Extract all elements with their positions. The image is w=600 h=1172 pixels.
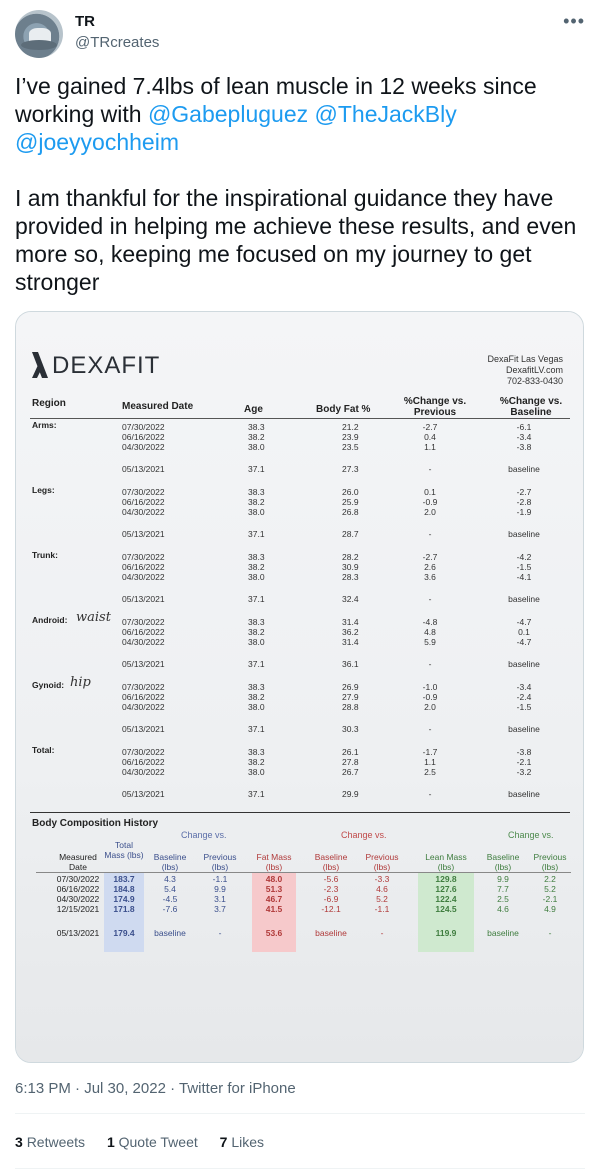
bch-cell: 129.8 xyxy=(435,874,457,884)
region-cell: 38.2 xyxy=(248,627,265,637)
region-cell: 1.1 xyxy=(424,442,436,452)
bch-cell: 9.9 xyxy=(214,884,226,894)
region-cell: 37.1 xyxy=(248,594,265,604)
region-label: Arms: xyxy=(32,420,57,430)
bch-column-header: Total Mass (lbs) xyxy=(104,840,144,860)
bch-column-header: Previous (lbs) xyxy=(365,852,399,872)
region-cell: 4.8 xyxy=(424,627,436,637)
bch-cell: 04/30/2022 xyxy=(56,894,100,904)
region-cell: 38.2 xyxy=(248,692,265,702)
bch-column-header: Lean Mass (lbs) xyxy=(425,852,467,872)
region-cell: - xyxy=(428,529,432,539)
bch-cell: -5.6 xyxy=(323,874,339,884)
bch-cell: 46.7 xyxy=(265,894,283,904)
region-cell: -2.7 xyxy=(422,552,438,562)
region-cell: 31.4 xyxy=(342,637,359,647)
region-cell: 28.2 xyxy=(342,552,359,562)
bch-cell: -2.3 xyxy=(323,884,339,894)
mention-gabepluguez[interactable]: @Gabepluguez xyxy=(147,101,309,127)
bch-cell: 2.5 xyxy=(497,894,509,904)
bch-cell: 4.6 xyxy=(376,884,388,894)
bch-cell: 2.2 xyxy=(544,874,556,884)
bch-cell: -7.6 xyxy=(162,904,178,914)
bch-cell: 171.8 xyxy=(113,904,135,914)
region-cell: 0.1 xyxy=(424,487,436,497)
region-cell: 05/13/2021 xyxy=(122,724,165,734)
region-label: Total: xyxy=(32,745,55,755)
likes-count[interactable]: 7 Likes xyxy=(219,1134,265,1150)
tweet-header xyxy=(15,10,585,58)
region-cell: baseline xyxy=(508,594,540,604)
region-cell: 07/30/2022 xyxy=(122,552,165,562)
quote-tweets-count[interactable]: 1 Quote Tweet xyxy=(106,1134,198,1150)
region-cell: 06/16/2022 xyxy=(122,627,165,637)
bch-cell: 06/16/2022 xyxy=(56,884,100,894)
header-body-fat: Body Fat % xyxy=(316,404,371,415)
bch-cell: 124.5 xyxy=(435,904,457,914)
mention-thejackbly[interactable]: @TheJackBly xyxy=(314,101,457,127)
region-cell: 27.8 xyxy=(342,757,359,767)
region-cell: -0.9 xyxy=(422,692,438,702)
avatar[interactable] xyxy=(15,10,63,58)
region-cell: 28.8 xyxy=(342,702,359,712)
group-change-fat: Change vs. xyxy=(341,830,387,840)
header-rule xyxy=(30,418,570,419)
tweet-line-1: I’ve gained 7.4lbs of lean muscle in 12 weeks since working with xyxy=(15,73,537,127)
bch-cell: 183.7 xyxy=(113,874,135,884)
handwritten-note: hip xyxy=(70,675,91,690)
header-age: Age xyxy=(244,404,263,415)
mention-joeyyochheim[interactable]: @joeyyochheim xyxy=(15,129,179,155)
bch-cell: - xyxy=(548,928,552,938)
table-bottom-rule xyxy=(30,812,570,813)
bch-cell: 3.7 xyxy=(214,904,226,914)
region-cell: -2.7 xyxy=(516,487,532,497)
region-cell: 26.8 xyxy=(342,507,359,517)
region-cell: baseline xyxy=(508,724,540,734)
bch-cell: 119.9 xyxy=(435,928,457,938)
region-cell: -3.2 xyxy=(516,767,532,777)
region-cell: 26.0 xyxy=(342,487,359,497)
bch-cell: baseline xyxy=(154,928,186,938)
bch-cell: -4.5 xyxy=(162,894,178,904)
divider xyxy=(15,1168,585,1169)
region-cell: baseline xyxy=(508,659,540,669)
group-change-lean: Change vs. xyxy=(508,830,554,840)
region-cell: -3.4 xyxy=(516,682,532,692)
region-cell: 38.0 xyxy=(248,572,265,582)
bch-cell: 4.3 xyxy=(164,874,176,884)
display-name[interactable]: TR xyxy=(75,13,95,30)
region-cell: 06/16/2022 xyxy=(122,562,165,572)
region-cell: 04/30/2022 xyxy=(122,702,165,712)
header-change-previous: %Change vs. Previous xyxy=(403,396,467,418)
tweet-timestamp[interactable]: 6:13 PM · Jul 30, 2022 · Twitter for iPhone xyxy=(15,1080,296,1097)
region-cell: -4.7 xyxy=(516,617,532,627)
region-label: Legs: xyxy=(32,485,55,495)
region-cell: -1.0 xyxy=(422,682,438,692)
region-cell: 23.5 xyxy=(342,442,359,452)
region-cell: 2.0 xyxy=(424,507,436,517)
region-cell: 05/13/2021 xyxy=(122,594,165,604)
region-cell: 38.2 xyxy=(248,757,265,767)
region-cell: 38.0 xyxy=(248,767,265,777)
region-cell: 06/16/2022 xyxy=(122,757,165,767)
region-cell: -2.4 xyxy=(516,692,532,702)
region-cell: -0.9 xyxy=(422,497,438,507)
region-cell: 05/13/2021 xyxy=(122,529,165,539)
retweets-count[interactable]: 3 Retweets xyxy=(15,1134,86,1150)
region-cell: 38.0 xyxy=(248,637,265,647)
bch-cell: -3.3 xyxy=(374,874,390,884)
region-cell: -2.1 xyxy=(516,757,532,767)
region-cell: 26.1 xyxy=(342,747,359,757)
region-cell: 23.9 xyxy=(342,432,359,442)
region-cell: 36.2 xyxy=(342,627,359,637)
bch-cell: 07/30/2022 xyxy=(56,874,100,884)
region-cell: -4.2 xyxy=(516,552,532,562)
region-cell: 30.3 xyxy=(342,724,359,734)
bch-column-header: Baseline (lbs) xyxy=(153,852,187,872)
bch-cell: - xyxy=(380,928,384,938)
more-options-icon[interactable]: ••• xyxy=(563,11,585,31)
bch-cell: 05/13/2021 xyxy=(56,928,100,938)
bch-column-header: Fat Mass (lbs) xyxy=(256,852,292,872)
region-cell: - xyxy=(428,594,432,604)
bch-column-header: Baseline (lbs) xyxy=(486,852,520,872)
region-cell: -3.8 xyxy=(516,442,532,452)
region-cell: 27.9 xyxy=(342,692,359,702)
region-cell: 30.9 xyxy=(342,562,359,572)
bch-cell: 51.3 xyxy=(265,884,283,894)
region-cell: 07/30/2022 xyxy=(122,617,165,627)
divider xyxy=(15,1113,585,1114)
region-cell: 38.0 xyxy=(248,702,265,712)
bch-header-rule xyxy=(36,872,571,873)
region-cell: 38.3 xyxy=(248,682,265,692)
bch-cell: 4.9 xyxy=(544,904,556,914)
region-cell: 0.4 xyxy=(424,432,436,442)
bch-cell: -6.9 xyxy=(323,894,339,904)
handwritten-note: waist xyxy=(76,610,111,625)
region-cell: 0.1 xyxy=(518,627,530,637)
region-cell: - xyxy=(428,789,432,799)
user-handle[interactable]: @TRcreates xyxy=(75,34,160,51)
region-cell: 31.4 xyxy=(342,617,359,627)
bch-cell: 5.4 xyxy=(164,884,176,894)
region-cell: - xyxy=(428,464,432,474)
header-region: Region xyxy=(32,398,66,409)
clinic-contact: DexaFit Las Vegas DexafitLV.com 702-833-0430 xyxy=(487,354,563,386)
bch-cell: 5.2 xyxy=(376,894,388,904)
region-cell: 05/13/2021 xyxy=(122,789,165,799)
bch-cell: 122.4 xyxy=(435,894,457,904)
bch-title: Body Composition History xyxy=(32,818,159,829)
region-cell: 38.3 xyxy=(248,422,265,432)
region-cell: 38.0 xyxy=(248,442,265,452)
bch-cell: - xyxy=(218,928,222,938)
bch-column-header: Previous (lbs) xyxy=(203,852,237,872)
region-label: Gynoid: xyxy=(32,680,65,690)
region-cell: -1.7 xyxy=(422,747,438,757)
region-cell: 04/30/2022 xyxy=(122,572,165,582)
region-cell: 32.4 xyxy=(342,594,359,604)
bch-cell: -12.1 xyxy=(321,904,341,914)
bch-cell: 7.7 xyxy=(497,884,509,894)
bch-cell: -1.1 xyxy=(212,874,228,884)
region-cell: 38.3 xyxy=(248,747,265,757)
region-cell: baseline xyxy=(508,529,540,539)
bch-cell: 127.6 xyxy=(435,884,457,894)
region-cell: 38.0 xyxy=(248,507,265,517)
bch-cell: 9.9 xyxy=(497,874,509,884)
dexafit-report xyxy=(16,312,583,1062)
region-cell: 06/16/2022 xyxy=(122,692,165,702)
region-cell: 37.1 xyxy=(248,659,265,669)
region-cell: 38.2 xyxy=(248,562,265,572)
region-cell: 38.2 xyxy=(248,497,265,507)
bch-cell: 184.8 xyxy=(113,884,135,894)
header-change-baseline: %Change vs. Baseline xyxy=(499,396,563,418)
region-cell: 28.7 xyxy=(342,529,359,539)
region-cell: 05/13/2021 xyxy=(122,659,165,669)
bch-cell: -2.1 xyxy=(542,894,558,904)
header-measured-date: Measured Date xyxy=(122,401,194,412)
region-cell: 2.0 xyxy=(424,702,436,712)
region-cell: 38.3 xyxy=(248,487,265,497)
region-cell: 26.9 xyxy=(342,682,359,692)
dexafit-logo-icon xyxy=(32,352,48,378)
region-cell: 04/30/2022 xyxy=(122,767,165,777)
tweet-media-photo[interactable] xyxy=(15,311,584,1063)
region-cell: 07/30/2022 xyxy=(122,487,165,497)
bch-cell: baseline xyxy=(315,928,347,938)
region-cell: 5.9 xyxy=(424,637,436,647)
region-cell: - xyxy=(428,724,432,734)
region-cell: 38.3 xyxy=(248,617,265,627)
region-cell: 21.2 xyxy=(342,422,359,432)
region-cell: 29.9 xyxy=(342,789,359,799)
dexafit-logo: DEXAFIT xyxy=(52,352,161,379)
region-cell: 07/30/2022 xyxy=(122,682,165,692)
region-label: Trunk: xyxy=(32,550,58,560)
region-cell: 38.3 xyxy=(248,552,265,562)
bch-column-header: Baseline (lbs) xyxy=(314,852,348,872)
region-cell: - xyxy=(428,659,432,669)
tweet-text xyxy=(15,72,585,324)
region-cell: 05/13/2021 xyxy=(122,464,165,474)
region-cell: 26.7 xyxy=(342,767,359,777)
region-cell: 07/30/2022 xyxy=(122,747,165,757)
region-cell: 25.9 xyxy=(342,497,359,507)
region-cell: 04/30/2022 xyxy=(122,442,165,452)
region-cell: 28.3 xyxy=(342,572,359,582)
region-cell: baseline xyxy=(508,789,540,799)
tweet-stats xyxy=(15,1134,282,1150)
bch-cell: 12/15/2021 xyxy=(56,904,100,914)
region-cell: -3.4 xyxy=(516,432,532,442)
region-cell: 36.1 xyxy=(342,659,359,669)
tweet-paragraph-2: I am thankful for the inspirational guidance they have provided in helping me achieve these results, and even more so, keeping me focused on my journey to get stronger xyxy=(15,185,577,295)
region-cell: 04/30/2022 xyxy=(122,637,165,647)
region-cell: -4.8 xyxy=(422,617,438,627)
region-cell: -4.7 xyxy=(516,637,532,647)
region-cell: 37.1 xyxy=(248,529,265,539)
region-cell: 37.1 xyxy=(248,724,265,734)
region-cell: 04/30/2022 xyxy=(122,507,165,517)
region-cell: -4.1 xyxy=(516,572,532,582)
region-cell: -3.8 xyxy=(516,747,532,757)
bch-cell: 48.0 xyxy=(265,874,283,884)
region-cell: -1.5 xyxy=(516,562,532,572)
bch-column-header: Measured Date xyxy=(59,852,97,872)
bch-cell: -1.1 xyxy=(374,904,390,914)
bch-cell: 174.9 xyxy=(113,894,135,904)
bch-cell: 41.5 xyxy=(265,904,283,914)
region-cell: -1.9 xyxy=(516,507,532,517)
bch-cell: 3.1 xyxy=(214,894,226,904)
region-cell: -2.7 xyxy=(422,422,438,432)
region-cell: baseline xyxy=(508,464,540,474)
region-cell: 07/30/2022 xyxy=(122,422,165,432)
region-cell: 37.1 xyxy=(248,789,265,799)
group-change-total: Change vs. xyxy=(181,830,227,840)
region-cell: 06/16/2022 xyxy=(122,432,165,442)
region-cell: 3.6 xyxy=(424,572,436,582)
region-cell: -2.8 xyxy=(516,497,532,507)
region-cell: 06/16/2022 xyxy=(122,497,165,507)
region-cell: -6.1 xyxy=(516,422,532,432)
bch-cell: 53.6 xyxy=(265,928,283,938)
region-cell: -1.5 xyxy=(516,702,532,712)
region-cell: 2.5 xyxy=(424,767,436,777)
bch-cell: baseline xyxy=(487,928,519,938)
region-cell: 2.6 xyxy=(424,562,436,572)
region-cell: 1.1 xyxy=(424,757,436,767)
bch-cell: 5.2 xyxy=(544,884,556,894)
region-label: Android: xyxy=(32,615,68,625)
bch-cell: 179.4 xyxy=(113,928,135,938)
region-cell: 27.3 xyxy=(342,464,359,474)
region-cell: 38.2 xyxy=(248,432,265,442)
bch-column-header: Previous (lbs) xyxy=(533,852,567,872)
region-cell: 37.1 xyxy=(248,464,265,474)
bch-cell: 4.6 xyxy=(497,904,509,914)
